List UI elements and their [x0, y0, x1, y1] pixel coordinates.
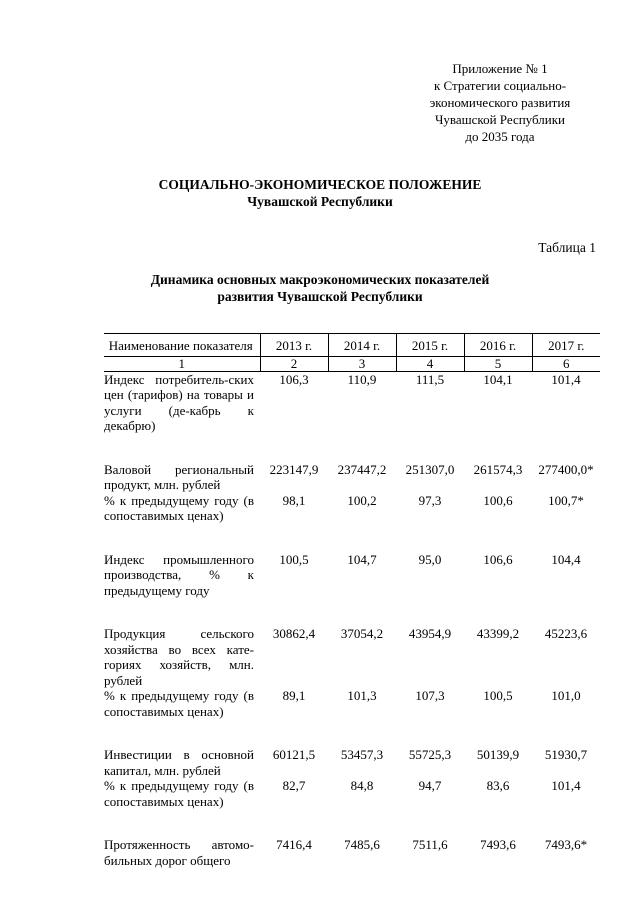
indicator-value: 98,1	[282, 492, 306, 508]
indicator-value: 237447,2	[337, 461, 387, 477]
indicator-value: 45223,6	[544, 626, 588, 641]
column-header: 2013 г.	[260, 334, 328, 357]
column-number: 1	[104, 356, 260, 371]
indicator-name: Индекс промышленного производства, % к предыдущему году	[104, 551, 254, 598]
indicator-value: 7493,6	[480, 837, 516, 852]
indicator-value: 223147,9	[269, 461, 319, 477]
column-number: 3	[328, 356, 396, 371]
indicator-name: % к предыдущему году (в сопоставимых ценах)	[104, 492, 254, 523]
column-number: 2	[260, 356, 328, 371]
table-header-row	[104, 334, 600, 357]
indicator-value: 7485,6	[344, 837, 380, 852]
indicator-value: 100,2	[347, 492, 377, 508]
indicator-value: 37054,2	[340, 626, 384, 641]
appendix-line: Приложение № 1	[452, 61, 548, 76]
indicator-value: 7511,6	[412, 837, 448, 852]
indicator-value: 60121,5	[272, 747, 316, 762]
indicator-value: 82,7	[282, 778, 306, 793]
indicator-name: Валовой региональный продукт, млн. рублей	[104, 461, 254, 492]
column-header: 2017 г.	[532, 334, 600, 357]
indicator-value: 94,7	[418, 778, 442, 793]
indicator-value: 251307,0	[405, 461, 455, 477]
indicator-value: 50139,9	[476, 747, 520, 762]
column-number-row	[104, 356, 600, 371]
table-row	[104, 552, 600, 627]
table-title-line1: Динамика основных макроэкономических показателей	[150, 272, 490, 287]
indicator-value: 83,6	[486, 778, 510, 793]
indicator-name: Протяженность автомо-бильных дорог общего	[104, 837, 254, 868]
indicator-value: 104,1	[483, 371, 513, 387]
indicator-value: 100,5	[483, 688, 513, 703]
indicator-value: 95,0	[418, 551, 442, 567]
appendix-block	[400, 60, 600, 145]
indicator-value: 53457,3	[340, 747, 384, 762]
indicator-name: % к предыдущему году (в сопоставимых ценах)	[104, 688, 254, 719]
table-label: Таблица 1	[538, 240, 596, 255]
table-body	[104, 371, 600, 868]
table-row	[104, 778, 600, 837]
indicator-value: 55725,3	[408, 747, 452, 762]
indicator-value: 97,3	[418, 492, 442, 508]
indicator-value: 51930,7	[544, 747, 588, 762]
indicator-value: 277400,0*	[538, 461, 594, 477]
table-row	[104, 688, 600, 747]
document-title-line2: Чувашской Республики	[247, 194, 393, 209]
table-row	[104, 626, 600, 688]
indicator-value: 7416,4	[276, 837, 312, 852]
indicator-value: 106,6	[483, 551, 513, 567]
indicator-value: 100,5	[279, 551, 309, 567]
column-header: 2014 г.	[328, 334, 396, 357]
column-number: 4	[396, 356, 464, 371]
appendix-line: к Стратегии социально-	[433, 78, 567, 93]
indicator-name: Индекс потребитель-ских цен (тарифов) на товары и услуги (де-кабрь к декабрю)	[104, 371, 254, 433]
column-number: 5	[464, 356, 532, 371]
indicator-value: 104,4	[551, 551, 581, 567]
table-row	[104, 493, 600, 552]
column-number: 6	[532, 356, 600, 371]
column-header: 2016 г.	[464, 334, 532, 357]
table-row	[104, 462, 600, 493]
indicator-value: 101,3	[347, 688, 377, 703]
table-title	[0, 271, 640, 305]
indicator-value: 104,7	[347, 551, 377, 567]
indicator-value: 107,3	[415, 688, 445, 703]
appendix-line: экономического развития	[429, 95, 571, 110]
indicator-value: 43399,2	[476, 626, 520, 641]
indicator-value: 30862,4	[272, 626, 316, 641]
document-title	[0, 176, 640, 210]
appendix-line: до 2035 года	[465, 129, 535, 144]
indicator-name: % к предыдущему году (в сопоставимых ценах)	[104, 778, 254, 809]
indicator-value: 106,3	[279, 371, 309, 387]
table-title-line2: развития Чувашской Республики	[217, 289, 423, 304]
indicators-table	[104, 333, 600, 868]
indicator-value: 89,1	[282, 688, 306, 703]
indicator-value: 261574,3	[473, 461, 523, 477]
appendix-line: Чувашской Республики	[434, 112, 566, 127]
indicator-value: 43954,9	[408, 626, 452, 641]
indicator-value: 111,5	[415, 371, 445, 387]
document-title-line1: СОЦИАЛЬНО-ЭКОНОМИЧЕСКОЕ ПОЛОЖЕНИЕ	[158, 177, 482, 192]
indicator-value: 100,7*	[548, 492, 584, 508]
indicator-value: 101,4	[551, 371, 581, 387]
indicator-value: 101,0	[551, 688, 581, 703]
table-row	[104, 837, 600, 868]
table-row	[104, 747, 600, 778]
column-header: 2015 г.	[396, 334, 464, 357]
indicator-name: Инвестиции в основной капитал, млн. рублей	[104, 747, 254, 778]
indicator-value: 7493,6*	[544, 837, 588, 852]
indicator-value: 110,9	[347, 371, 377, 387]
indicator-value: 100,6	[483, 492, 513, 508]
column-header: Наименование показателя	[104, 334, 260, 357]
table-row	[104, 371, 600, 462]
indicator-value: 84,8	[350, 778, 374, 793]
indicator-name: Продукция сельского хозяйства во всех кате-гориях хозяйств, млн. рублей	[104, 626, 254, 688]
indicator-value: 101,4	[551, 778, 581, 793]
